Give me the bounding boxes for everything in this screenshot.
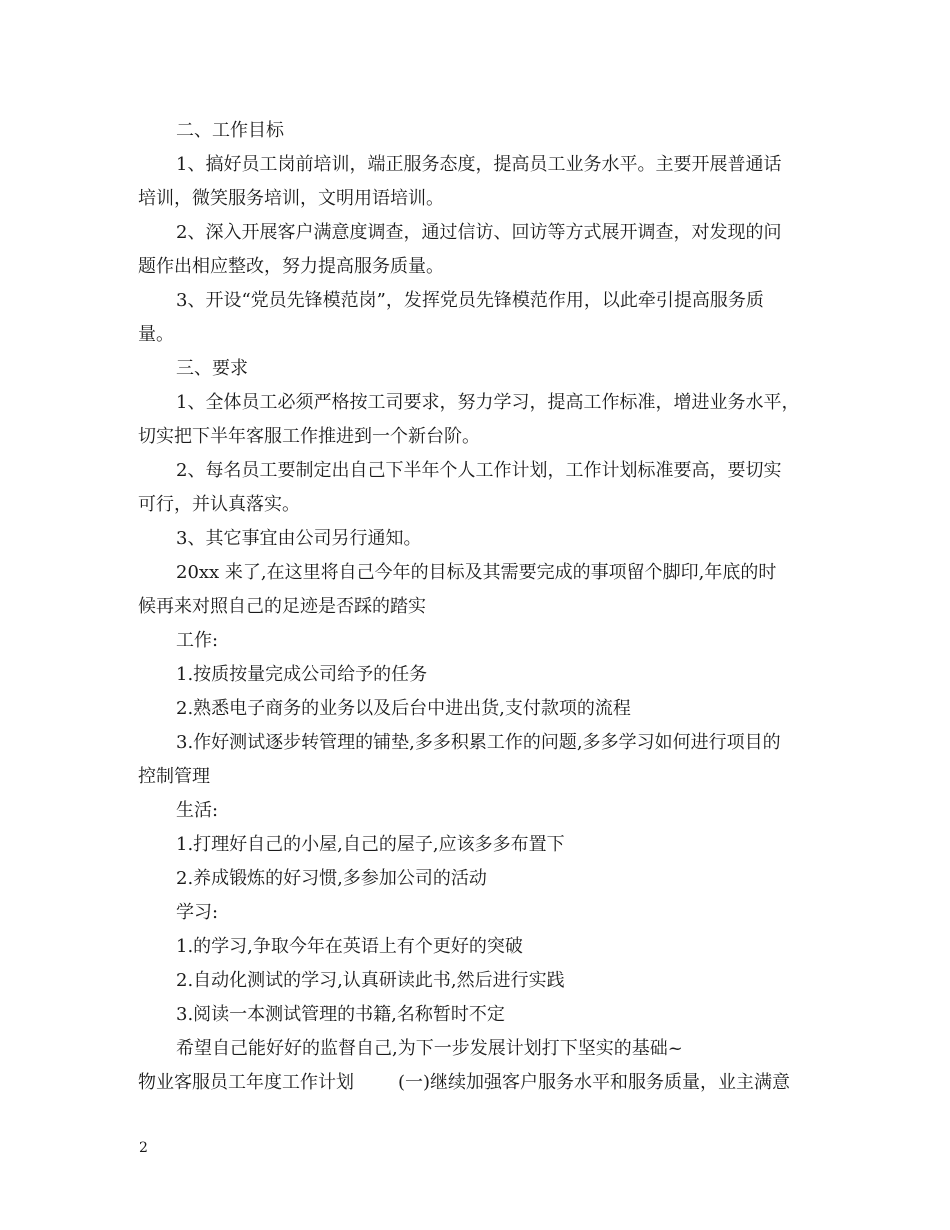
paragraph-line: 1、全体员工必须严格按工司要求，努力学习，提高工作标准，增进业务水平， <box>176 392 800 413</box>
paragraph-line: 2、深入开展客户满意度调查，通过信访、回访等方式展开调查，对发现的问 <box>176 222 782 243</box>
list-item: 2.养成锻炼的好习惯,多参加公司的活动 <box>176 868 487 889</box>
list-item: 3.阅读一本测试管理的书籍,名称暂时不定 <box>176 1004 505 1025</box>
next-document-heading-line <box>138 1066 818 1100</box>
paragraph-line: 培训，微笑服务培训，文明用语培训。 <box>138 188 444 209</box>
list-heading-work: 工作: <box>176 630 219 651</box>
paragraph-line: 2、每名员工要制定出自己下半年个人工作计划，工作计划标准要高，要切实 <box>176 460 782 481</box>
list-item: 1.按质按量完成公司给予的任务 <box>176 664 428 685</box>
closing-line: 希望自己能好好的监督自己,为下一步发展计划打下坚实的基础~ <box>176 1038 683 1059</box>
paragraph-line: 可行，并认真落实。 <box>138 494 300 515</box>
paragraph-line: 候再来对照自己的足迹是否踩的踏实 <box>138 596 426 617</box>
list-item: 3.作好测试逐步转管理的铺垫,多多积累工作的问题,多多学习如何进行项目的 <box>176 732 781 753</box>
section-heading-goals: 二、工作目标 <box>176 120 284 141</box>
list-item: 2.自动化测试的学习,认真研读此书,然后进行实践 <box>176 970 565 991</box>
list-item: 2.熟悉电子商务的业务以及后台中进出货,支付款项的流程 <box>176 698 631 719</box>
page-number: 2 <box>139 1140 148 1156</box>
section-heading-requirements: 三、要求 <box>176 358 248 379</box>
next-document-title: 物业客服员工年度工作计划 <box>138 1072 354 1093</box>
list-item: 1.打理好自己的小屋,自己的屋子,应该多多布置下 <box>176 834 565 855</box>
list-item-continuation: 控制管理 <box>138 766 210 787</box>
paragraph-line: 量。 <box>138 324 174 345</box>
paragraph-line: 题作出相应整改，努力提高服务质量。 <box>138 256 444 277</box>
next-document-snippet: (一)继续加强客户服务水平和服务质量，业主满意 <box>398 1072 791 1093</box>
paragraph-line: 切实把下半年客服工作推进到一个新台阶。 <box>138 426 480 447</box>
list-heading-study: 学习: <box>176 902 219 923</box>
paragraph-line: 3、其它事宜由公司另行通知。 <box>176 528 422 549</box>
document-body <box>138 114 818 1100</box>
paragraph-line: 20xx 来了,在这里将自己今年的目标及其需要完成的事项留个脚印,年底的时 <box>176 562 777 583</box>
list-item: 1.的学习,争取今年在英语上有个更好的突破 <box>176 936 523 957</box>
paragraph-line: 3、开设“党员先锋模范岗”，发挥党员先锋模范作用，以此牵引提高服务质 <box>176 290 764 311</box>
paragraph-line: 1、搞好员工岗前培训，端正服务态度，提高员工业务水平。主要开展普通话 <box>176 154 782 175</box>
list-heading-life: 生活: <box>176 800 219 821</box>
